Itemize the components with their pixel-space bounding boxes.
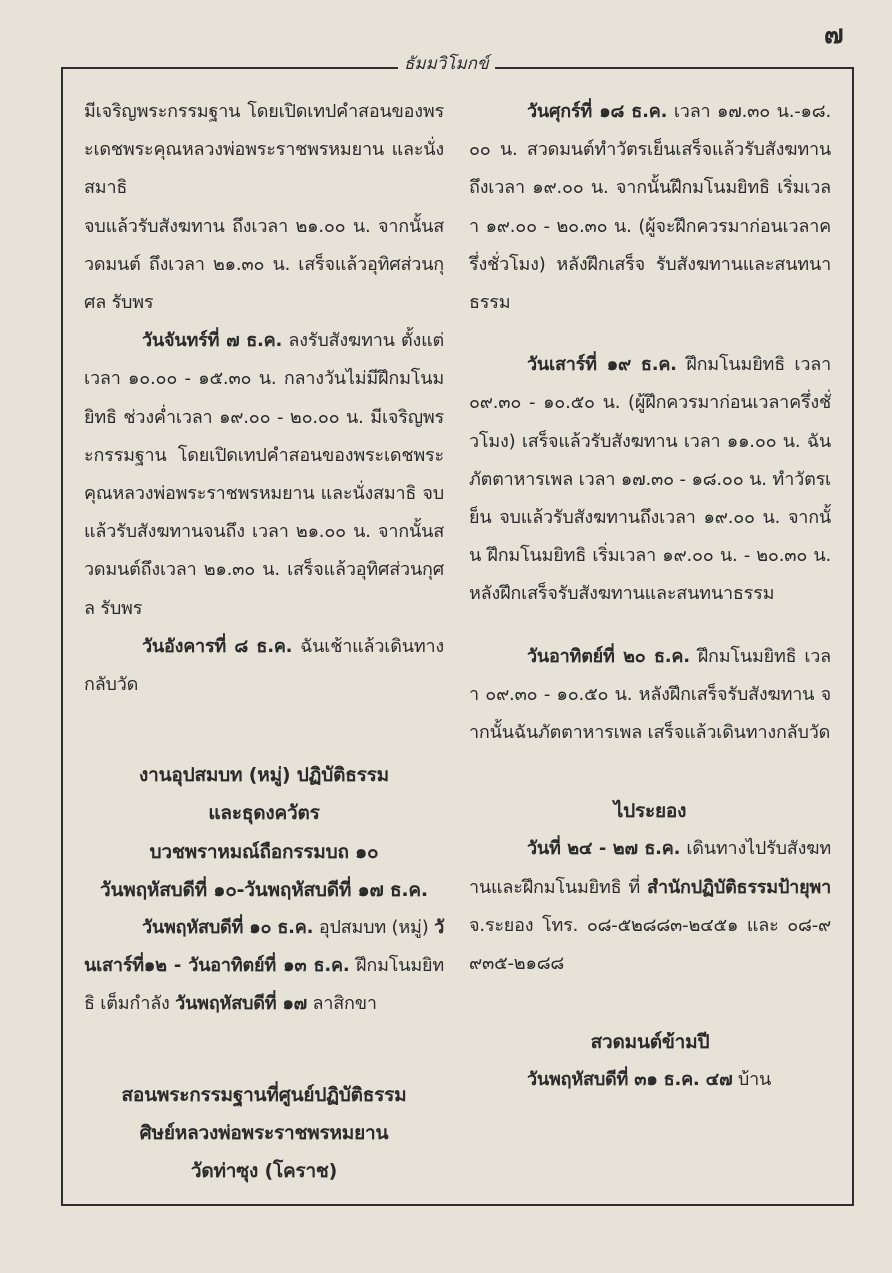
rayong-heading: ไประยอง xyxy=(613,800,687,823)
meditation-center-heading-line-1: สอนพระกรรมฐานที่ศูนย์ปฏิบัติธรรม xyxy=(121,1083,407,1106)
day-label: วันพฤหัสบดีที่ ๑๗ xyxy=(175,993,308,1015)
right-paragraph-1 xyxy=(469,93,831,322)
spacer xyxy=(469,322,831,346)
meditation-center-heading-line-3: วัดท่าซุง (โคราช) xyxy=(190,1160,338,1183)
day-label: วันเสาร์ที่ ๑๙ ธ.ค. xyxy=(527,354,677,376)
paragraph-text: ลาสิกขา xyxy=(307,993,377,1015)
ordination-heading-line-2: และธุดงควัตร xyxy=(208,802,320,825)
page-number: ๗ xyxy=(824,20,844,50)
left-paragraph-3 xyxy=(84,322,444,628)
day-label: วันที่ ๒๔ - ๒๗ ธ.ค. xyxy=(527,838,681,860)
spacer xyxy=(469,983,831,1023)
meditation-center-heading-line-2: ศิษย์หลวงพ่อพระราชพรหมยาน xyxy=(139,1121,389,1144)
paragraph-text: เดินทางไปรับสังฆทานและฝึกมโนมยิทธิ ที่ xyxy=(469,838,831,898)
paragraph-text: เวลา ๑๗.๓๐ น.-๑๘.๐๐ น. สวดมนต์ทำวัตรเย็นเสร็จแล้วรับสังฆทานถึงเวลา ๑๙.๐๐ น. จากนั้นฝึกมโนมยิทธิ เริ่มเวลา ๑๙.๐๐ - ๒๐.๓๐ น. (ผู้จะฝึกควรมาก่อนเวลาครึ่งชั่วโมง) หลังฝึกเสร็จ รับสังฆทานและสนทนาธรรม xyxy=(469,101,831,314)
left-column xyxy=(84,93,444,1190)
day-label: วันอาทิตย์ที่ ๒๐ ธ.ค. xyxy=(527,645,690,667)
ordination-heading-line-4: วันพฤหัสบดีที่ ๑๐-วันพฤหัสบดีที่ ๑๗ ธ.ค. xyxy=(100,878,428,901)
new-year-chanting-heading: สวดมนต์ข้ามปี xyxy=(590,1031,710,1054)
spacer xyxy=(469,752,831,792)
left-paragraph-5 xyxy=(84,909,444,1024)
paragraph-text: อุปสมบท (หมู่) xyxy=(313,917,435,939)
left-paragraph-2: จบแล้วรับสังฆทาน ถึงเวลา ๒๑.๐๐ น. จากนั้นสวดมนต์ ถึงเวลา ๒๑.๓๐ น. เสร็จแล้วอุทิศส่วนกุศล รับพร xyxy=(84,215,444,314)
left-paragraph-4 xyxy=(84,628,444,704)
paragraph-text: บ้าน xyxy=(732,1069,772,1091)
right-paragraph-3 xyxy=(469,638,831,753)
spacer xyxy=(84,1024,444,1076)
paragraph-text: ลงรับสังฆทาน ตั้งแต่เวลา ๑๐.๐๐ - ๑๕.๓๐ น. กลางวันไม่มีฝึกมโนมยิทธิ ช่วงค่ำเวลา ๑๙.๐๐ - ๒๐.๐๐ น. มีเจริญพระกรรมฐาน โดยเปิดเทปคำสอนของพระเดชพระคุณหลวงพ่อพระราชพรหมยาน และนั่งสมาธิ จบแล้วรับสังฆทานจนถึง เวลา ๒๑.๐๐ น. จากนั้นสวดมนต์ถึงเวลา ๒๑.๓๐ น. เสร็จแล้วอุทิศส่วนกุศล รับพร xyxy=(84,330,445,619)
paragraph-text: จ.ระยอง โทร. ๐๘-๕๒๘๘๓-๒๔๕๑ และ ๐๘-๙๙๓๕-๒๑๘๘ xyxy=(469,914,831,975)
paragraph-text: ฝึกมโนมยิทธิ เวลา ๐๙.๓๐ - ๑๐.๕๐ น. หลังฝึกเสร็จรับสังฆทาน จากนั้นฉันภัตตาหารเพล เสร็จแล้วเดินทางกลับวัด xyxy=(469,645,832,744)
header-label: ธัมมวิโมกข์ xyxy=(398,50,495,77)
paragraph-text: ฝึกมโนมยิทธิ เต็มกำลัง xyxy=(84,955,445,1015)
ordination-heading-line-3: บวชพราหมณ์ถือกรรมบถ ๑๐ xyxy=(149,840,379,863)
spacer xyxy=(469,614,831,638)
venue-name: สำนักปฏิบัติธรรมป้ายุพา xyxy=(647,876,831,898)
right-column xyxy=(469,93,831,1100)
day-label: วันจันทร์ที่ ๗ ธ.ค. xyxy=(142,330,283,352)
day-label: วันพฤหัสบดีที่ ๑๐ ธ.ค. xyxy=(142,917,314,939)
right-paragraph-2 xyxy=(469,346,831,613)
paragraph-text: ฉันเช้าแล้วเดินทางกลับวัด xyxy=(84,635,444,696)
right-paragraph-4 xyxy=(469,830,831,983)
day-label: วันศุกร์ที่ ๑๘ ธ.ค. xyxy=(527,101,668,122)
right-paragraph-5 xyxy=(469,1061,831,1099)
left-paragraph-1: มีเจริญพระกรรมฐาน โดยเปิดเทปคำสอนของพระเดชพระคุณหลวงพ่อพระราชพรหมยาน และนั่งสมาธิ xyxy=(84,101,444,199)
paragraph-text: ฝึกมโนมยิทธิ เวลา ๐๙.๓๐ - ๑๐.๕๐ น. (ผู้ฝึกควรมาก่อนเวลาครึ่งชั่วโมง) เสร็จแล้วรับสังฆทาน เวลา ๑๑.๐๐ น. ฉันภัตตาหารเพล เวลา ๑๗.๓๐ - ๑๘.๐๐ น. ทำวัตรเย็น จบแล้วรับสังฆทานถึงเวลา ๑๙.๐๐ น. จากนั้น ฝึกมโนมยิทธิ เริ่มเวลา ๑๙.๐๐ น. - ๒๐.๓๐ น. หลังฝึกเสร็จรับสังฆทานและสนทนาธรรม xyxy=(469,354,831,605)
spacer xyxy=(84,704,444,756)
day-label: วันอังคารที่ ๘ ธ.ค. xyxy=(142,635,293,657)
ordination-heading-line-1: งานอุปสมบท (หมู่) ปฏิบัติธรรม xyxy=(139,764,389,787)
day-label: วันพฤหัสบดีที่ ๓๑ ธ.ค. ๔๗ xyxy=(527,1069,733,1091)
day-label: วันเสาร์ที่๑๒ - วันอาทิตย์ที่ ๑๓ ธ.ค. xyxy=(84,917,444,977)
